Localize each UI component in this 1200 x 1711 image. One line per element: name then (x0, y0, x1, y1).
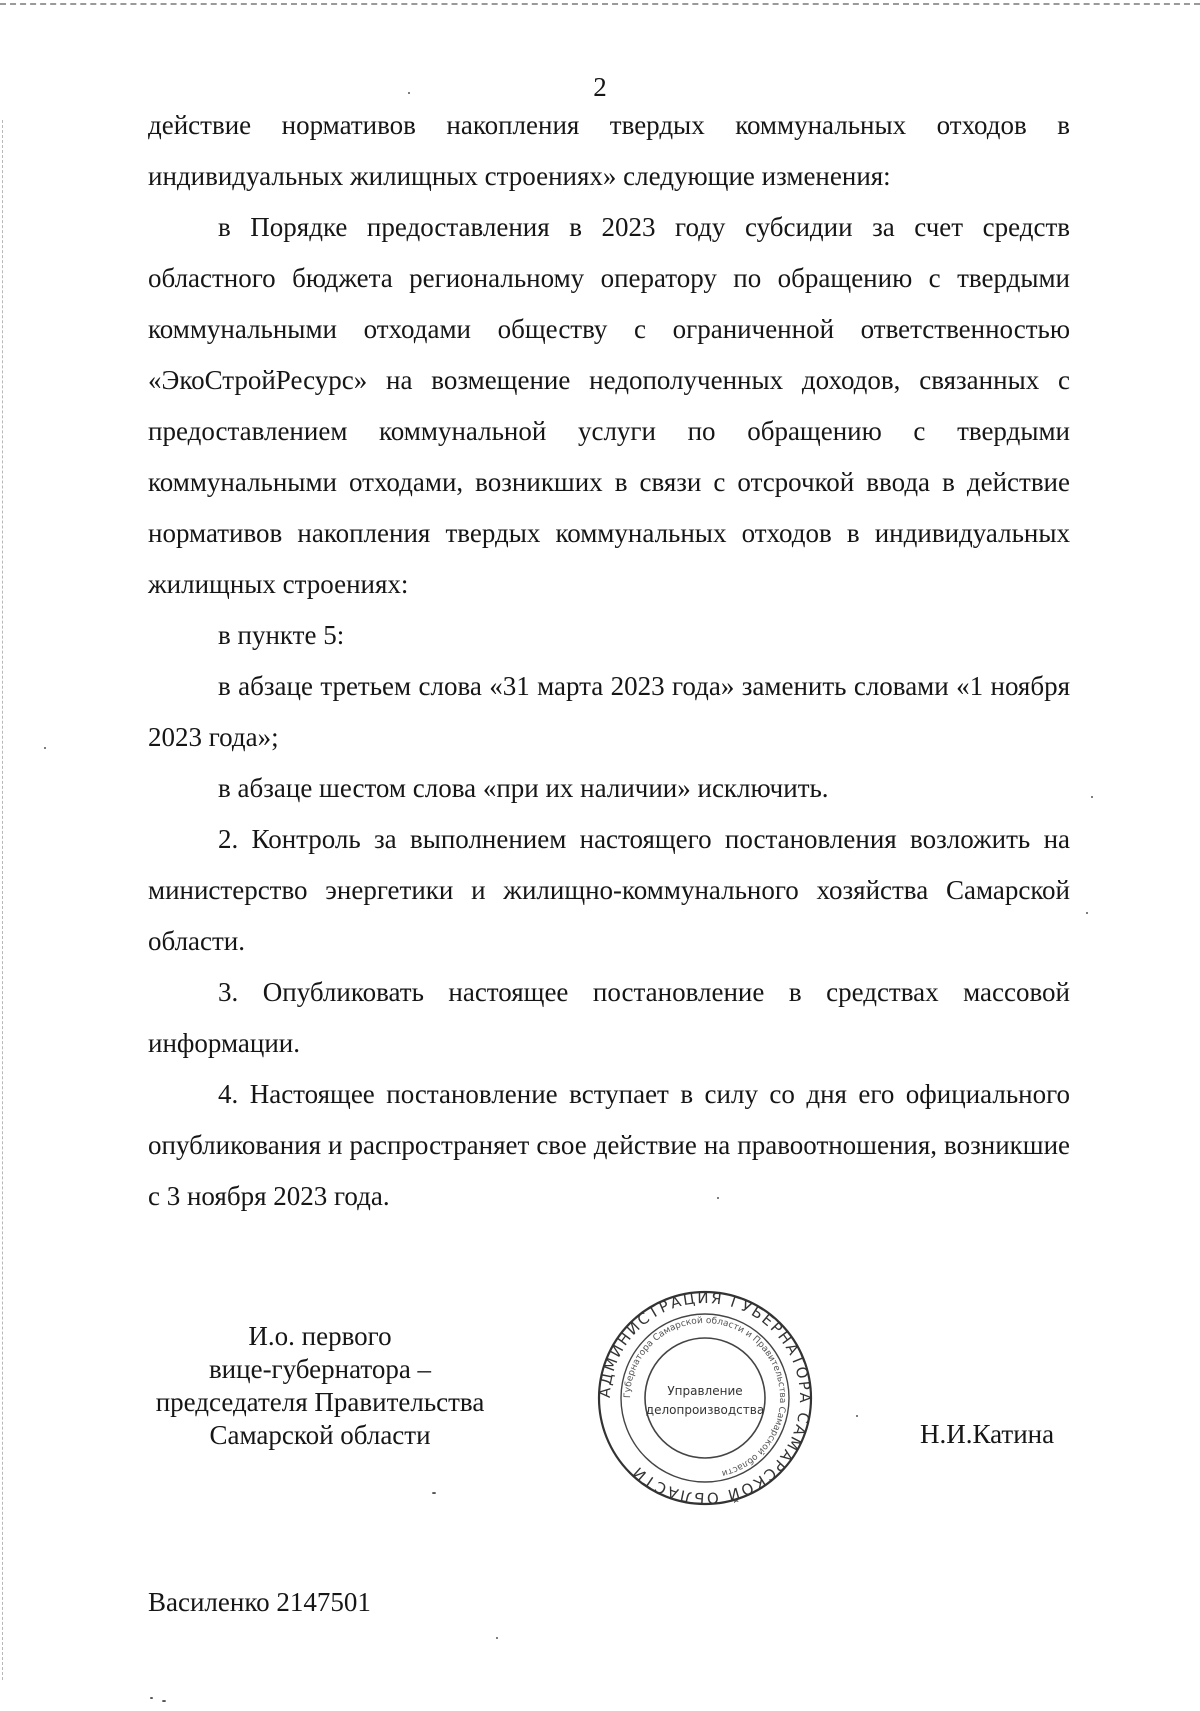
text-line: 2. Контроль за выполнением настоящего постановления возложить (218, 824, 1031, 854)
text-line: «1 ноября 2023 года»; (148, 671, 1071, 752)
signer-title-line: вице-губернатора – (208, 1354, 432, 1384)
scan-speck (432, 1492, 436, 1494)
text-line: в абзаце шестом слова «при их наличии» исключить. (218, 773, 829, 803)
paragraph-item-3 (148, 967, 1070, 1069)
text-line: индивидуальных жилищных строениях» следующие изменения: (148, 161, 891, 191)
text-line: областного бюджета региональному оператору по обращению с твердыми (148, 263, 1070, 293)
text-line: коммунальными отходами обществу с ограниченной ответственностью (148, 314, 1070, 344)
signer-name: Н.И.Катина (920, 1419, 1055, 1449)
paragraph-item-4 (148, 1069, 1070, 1222)
text-line: коммунальными отходами, возникших в связи с отсрочкой ввода в (148, 467, 955, 497)
scan-speck (44, 747, 46, 749)
official-seal-stamp (594, 1287, 816, 1509)
signer-title-line: председателя Правительства (155, 1387, 485, 1417)
text-line: в абзаце третьем слова «31 марта 2023 года» заменить словами (218, 671, 949, 701)
signer-title-line: Самарской области (209, 1420, 431, 1450)
text-line: 3. Опубликовать настоящее постановление в средствах массовой (218, 977, 1070, 1007)
text-line: 4. Настоящее постановление вступает в силу со дня его (218, 1079, 895, 1109)
scan-speck (1086, 912, 1088, 914)
seal-center-line: делопроизводства (645, 1403, 765, 1417)
executor-note: Василенко 2147501 (148, 1587, 371, 1617)
text-line: информации. (148, 1028, 300, 1058)
scan-speck (408, 92, 410, 94)
scan-speck (496, 1637, 498, 1639)
seal-center-line: Управление (667, 1384, 743, 1398)
signer-title (140, 1320, 500, 1452)
paragraph-intro (148, 100, 1070, 202)
text-line: на министерство энергетики и жилищно-коммунального хозяйства (148, 824, 1070, 905)
text-line: действие нормативов накопления твердых коммунальных отходов в (148, 467, 1070, 548)
text-line: предоставлением коммунальной услуги по обращению с твердыми (148, 416, 1070, 446)
text-line: Самарской области. (148, 875, 1071, 956)
text-line: действие нормативов накопления твердых коммунальных отходов в (148, 110, 1070, 140)
text-line: в пункте 5: (218, 620, 345, 650)
paragraph-item-2 (148, 814, 1070, 967)
paragraph-procedure (148, 202, 1070, 610)
seal-middle-ring (621, 1314, 789, 1482)
scan-speck (717, 1197, 719, 1199)
scan-speck (1091, 796, 1093, 798)
text-line: в Порядке предоставления в 2023 году субсидии за счет средств (218, 212, 1070, 242)
page-number: 2 (593, 72, 607, 102)
scan-left-border (2, 120, 3, 1680)
scan-speck (150, 1697, 153, 1699)
seal-inner-ring (645, 1338, 765, 1458)
document-body (148, 100, 1070, 1222)
text-line: официального опубликования и распространяет свое действие на (148, 1079, 1070, 1160)
signer-title-line: И.о. первого (248, 1321, 392, 1351)
seal-middle-text: Губернатора Самарской области и Правительства Самарской области (622, 1315, 788, 1479)
seal-outer-text: АДМИНИСТРАЦИЯ ГУБЕРНАТОРА САМАРСКОЙ ОБЛАСТИ (595, 1288, 815, 1508)
scan-speck (856, 1415, 858, 1417)
paragraph-clause-5 (148, 610, 1070, 661)
text-line: «ЭкоСтройРесурс» на возмещение недополученных доходов, связанных с (148, 365, 1070, 395)
text-line: правоотношения, возникшие с 3 ноября 2023 года. (148, 1130, 1071, 1211)
paragraph-third-subclause (148, 661, 1070, 763)
scan-speck (162, 1700, 166, 1702)
scan-top-border (0, 3, 1200, 5)
text-line: индивидуальных жилищных строениях: (148, 518, 1070, 599)
paragraph-sixth-subclause (148, 763, 1070, 814)
